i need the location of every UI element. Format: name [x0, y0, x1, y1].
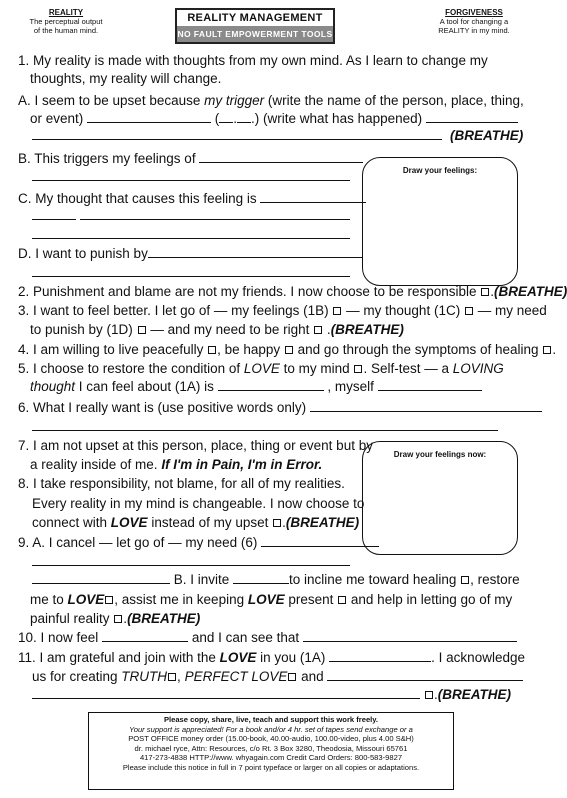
- thought-checkbox[interactable]: [465, 307, 473, 315]
- item-10-text: 10. I now feel: [18, 630, 103, 645]
- header-right: [415, 8, 533, 35]
- item-11-end: [424, 686, 511, 703]
- love-word: LOVE: [67, 592, 105, 607]
- want-line-2[interactable]: [32, 430, 498, 431]
- item-2-text: 2. Punishment and blame are not my friends. I now choose to be responsible: [18, 284, 481, 299]
- event-code-blank-1[interactable]: [219, 111, 233, 123]
- footer-line-2: Your support is appreciated! For a book and/or 4 hr. set of tapes send exchange or a: [129, 724, 413, 734]
- can-see-blank[interactable]: [303, 630, 517, 642]
- be-right-checkbox[interactable]: [314, 326, 322, 334]
- want-blank[interactable]: [310, 400, 542, 412]
- item-11-line-2: [32, 668, 523, 685]
- item-9-line-4: [30, 591, 512, 608]
- thought-line-3[interactable]: [32, 238, 350, 239]
- item-3-line-1: [18, 302, 547, 319]
- myself-blank[interactable]: [378, 379, 482, 391]
- item-5-line-2: [30, 378, 482, 395]
- item-a-event-label: or event): [30, 111, 88, 126]
- restore-love-checkbox-2[interactable]: [105, 596, 113, 604]
- item-3-line-2: [30, 321, 404, 338]
- item-11-text-2: in you (1A): [256, 650, 330, 665]
- item-b: [18, 150, 363, 167]
- love-word: LOVE: [243, 361, 280, 376]
- love-word: LOVE: [219, 650, 257, 665]
- footer-line-1: Please copy, share, live, teach and support this work freely.: [163, 715, 379, 724]
- punish-checkbox[interactable]: [138, 326, 146, 334]
- item-7-line-2: [30, 456, 322, 473]
- item-6: [18, 399, 542, 416]
- item-5-text-4: I can feel about (1A) is: [75, 379, 218, 394]
- item-8-text-2: instead of my upset: [147, 515, 273, 530]
- item-a-text-2: (write the name of the person, place, thing,: [264, 93, 524, 108]
- breathe-8: (BREATHE): [285, 515, 360, 530]
- item-4-text-2: , be happy: [217, 342, 284, 357]
- breathe-3: (BREATHE): [330, 322, 404, 337]
- feelings-checkbox[interactable]: [333, 307, 341, 315]
- copyright-notice: [88, 712, 454, 790]
- reality-definition-1: The perceptual output: [29, 17, 103, 26]
- loving-thought-blank[interactable]: [218, 379, 324, 391]
- item-8-text: connect with: [32, 515, 111, 530]
- item-9-text: 9. A. I cancel — let go of — my need (6): [18, 535, 262, 550]
- item-9-text-8: painful reality: [30, 611, 114, 626]
- breathe-2: (BREATHE): [494, 284, 567, 299]
- item-8-line-3: [32, 514, 359, 531]
- truth-word: TRUTH: [121, 669, 168, 684]
- footer-line-3: POST OFFICE money order (15.00-book, 40.00-audio, 100.00-video, plus 4.00 S&H): [128, 734, 414, 744]
- cancel-need-blank-3[interactable]: [32, 572, 170, 584]
- item-9-invite-label: B. I invite: [170, 572, 234, 587]
- item-8-line-1: 8. I take responsibility, not blame, for all of my realities.: [18, 476, 345, 491]
- item-3-text: 3. I want to feel better. I let go of — my feelings (1B): [18, 303, 333, 318]
- item-c-label: C. My thought that causes this feeling is: [18, 191, 261, 206]
- item-11-text-3: . I acknowledge: [431, 650, 525, 665]
- item-b-label: B. This triggers my feelings of: [18, 151, 200, 166]
- draw-feelings-now-box[interactable]: [362, 441, 518, 555]
- item-10-text-2: and I can see that: [188, 630, 303, 645]
- item-9-line-3: [32, 571, 520, 588]
- item-9-text-2: to incline me toward healing: [289, 572, 461, 587]
- period: .: [434, 687, 438, 702]
- creating-line-2[interactable]: [32, 698, 420, 699]
- event-code-blank-2[interactable]: [237, 111, 251, 123]
- pain-error-text: If I'm in Pain, I'm in Error.: [161, 457, 323, 472]
- painful-reality-checkbox[interactable]: [114, 615, 122, 623]
- feelings-blank[interactable]: [199, 151, 363, 163]
- punish-blank[interactable]: [148, 246, 362, 258]
- period: .: [323, 322, 331, 337]
- thought-line-2a[interactable]: [32, 219, 76, 220]
- item-5-text-3: . Self-test — a: [363, 361, 453, 376]
- item-9-text-3: , restore: [470, 572, 520, 587]
- perfect-love-word: PERFECT LOVE: [184, 669, 288, 684]
- page-title: REALITY MANAGEMENT: [187, 12, 323, 24]
- reality-definition-2: of the human mind.: [33, 26, 99, 35]
- forgiveness-definition-2: REALITY in my mind.: [438, 26, 510, 35]
- paren-open: (: [211, 111, 220, 126]
- item-4: [18, 341, 556, 358]
- item-3-text-4: to punish by (1D): [30, 322, 137, 337]
- now-feel-blank[interactable]: [102, 630, 188, 642]
- item-c: [18, 190, 366, 207]
- punish-line-2[interactable]: [32, 276, 350, 277]
- event-blank[interactable]: [87, 111, 211, 123]
- item-10: [18, 629, 517, 646]
- healing-checkbox[interactable]: [543, 346, 551, 354]
- thought-line-2b[interactable]: [80, 219, 350, 220]
- period: .: [490, 284, 495, 299]
- trigger-text: my trigger: [204, 93, 265, 108]
- draw-feelings-now-label: Draw your feelings now:: [393, 450, 487, 459]
- grateful-blank[interactable]: [329, 650, 431, 662]
- myself-label: , myself: [323, 379, 378, 394]
- cancel-need-line-2[interactable]: [32, 565, 350, 566]
- footer-line-5[interactable]: 417-273-4838 HTTP://www. whyagain.com Credit Card Orders: 800-583-9827: [139, 753, 403, 763]
- item-1-line-1: 1. My reality is made with thoughts from my own mind. As I learn to change my: [18, 53, 488, 68]
- healing-incline-checkbox[interactable]: [461, 576, 469, 584]
- item-9-line-1: [18, 534, 379, 551]
- love-word: LOVE: [247, 592, 285, 607]
- draw-feelings-box[interactable]: [362, 157, 518, 286]
- page-subtitle: NO FAULT EMPOWERMENT TOOLS: [177, 26, 333, 42]
- item-a-text: A. I seem to be upset because: [18, 93, 205, 108]
- item-4-text-3: and go through the symptoms of healing: [293, 342, 543, 357]
- forgiveness-heading: FORGIVENESS: [445, 8, 503, 17]
- item-5-text: 5. I choose to restore the condition of: [18, 361, 244, 376]
- breathe-a: (BREATHE): [450, 128, 524, 143]
- footer-line-6: Please include this notice in full in 7 point typeface or larger on all copies or adaptations.: [122, 762, 420, 772]
- invite-blank[interactable]: [233, 572, 289, 584]
- connect-love-checkbox[interactable]: [273, 519, 281, 527]
- forgiveness-definition-1: A tool for changing a: [439, 17, 509, 26]
- thought-word: thought: [30, 379, 76, 394]
- item-9-line-5: [30, 610, 200, 627]
- creating-blank[interactable]: [327, 669, 523, 681]
- what-happened-line[interactable]: [32, 139, 442, 140]
- item-3-text-2: — my thought (1C): [342, 303, 464, 318]
- header-left: [10, 8, 122, 35]
- item-11-line-1: [18, 649, 525, 666]
- item-d: [18, 245, 362, 262]
- item-9-text-5: , assist me in keeping: [114, 592, 248, 607]
- draw-feelings-label: Draw your feelings:: [402, 166, 478, 175]
- footer-line-4: dr. michael ryce, Attn: Resources, c/o Rt. 3 Box 3280, Theodosia, Missouri 65761: [134, 743, 408, 753]
- item-9-text-7: and help in letting go of my: [347, 592, 513, 607]
- title-box: [175, 8, 335, 44]
- period: .: [282, 515, 286, 530]
- item-5-text-2: to my mind: [279, 361, 354, 376]
- thought-blank[interactable]: [260, 191, 366, 203]
- item-9-text-6: present: [284, 592, 338, 607]
- item-3-text-3: — my need: [473, 303, 547, 318]
- comma: ,: [177, 669, 185, 684]
- item-11-text-4: us for creating: [32, 669, 122, 684]
- item-d-label: D. I want to punish by: [18, 246, 148, 261]
- love-word: LOVE: [110, 515, 148, 530]
- restore-love-checkbox[interactable]: [354, 365, 362, 373]
- breathe-11: (BREATHE): [437, 687, 512, 702]
- period: .: [552, 342, 557, 357]
- what-happened-blank[interactable]: [426, 111, 518, 123]
- period: .: [123, 611, 128, 626]
- item-6-text: 6. What I really want is (use positive words only): [18, 400, 310, 415]
- item-7-text: a reality inside of me.: [30, 457, 162, 472]
- item-2: [18, 283, 567, 300]
- feelings-line-2[interactable]: [32, 180, 350, 181]
- item-5-line-1: [18, 360, 504, 377]
- loving-word: LOVING: [452, 361, 504, 376]
- dot: .: [233, 111, 238, 126]
- what-happened-label: .) (write what has happened): [251, 111, 423, 126]
- breathe-9: (BREATHE): [127, 611, 201, 626]
- love-present-checkbox[interactable]: [338, 596, 346, 604]
- perfect-love-checkbox[interactable]: [288, 673, 296, 681]
- item-a-line-2: [30, 110, 518, 127]
- reality-heading: REALITY: [48, 8, 84, 17]
- item-9-text-4: me to: [30, 592, 68, 607]
- item-1-line-2: thoughts, my reality will change.: [30, 71, 222, 86]
- cancel-need-blank[interactable]: [261, 535, 379, 547]
- truth-checkbox[interactable]: [168, 673, 176, 681]
- and-word: and: [297, 669, 328, 684]
- item-4-text: 4. I am willing to live peacefully: [18, 342, 208, 357]
- happy-checkbox[interactable]: [285, 346, 293, 354]
- final-checkbox[interactable]: [425, 691, 433, 699]
- peacefully-checkbox[interactable]: [208, 346, 216, 354]
- item-11-text: 11. I am grateful and join with the: [18, 650, 220, 665]
- item-a-line-1: [18, 92, 524, 109]
- item-3-text-5: — and my need to be right: [146, 322, 314, 337]
- responsible-checkbox[interactable]: [481, 288, 489, 296]
- item-8-line-2: Every reality in my mind is changeable. I now choose to: [32, 496, 365, 511]
- item-7-line-1: 7. I am not upset at this person, place, thing or event but by: [18, 438, 373, 453]
